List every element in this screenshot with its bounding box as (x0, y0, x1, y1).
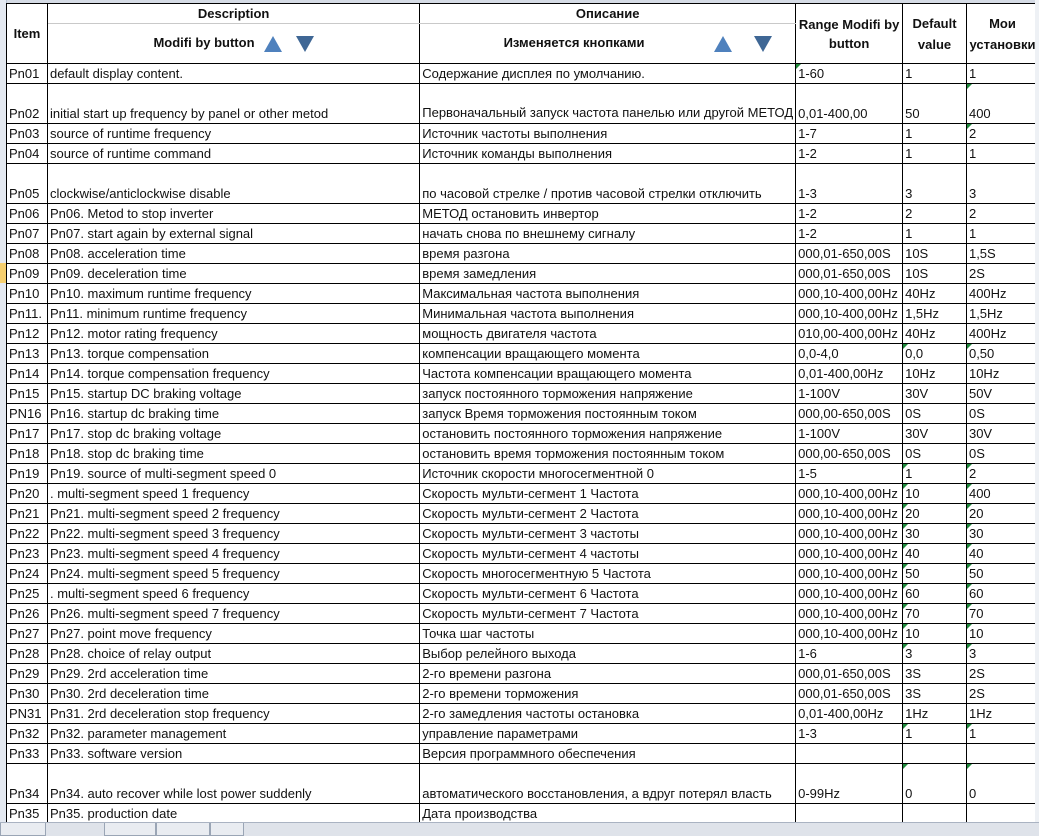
cell-opisanie[interactable]: Минимальная частота выполнения (420, 304, 796, 324)
cell-opisanie[interactable]: Скорость мульти-сегмент 2 Частота (420, 504, 796, 524)
cell-range[interactable]: 0,0-4,0 (796, 344, 903, 364)
table-row (7, 324, 1039, 344)
table-row (7, 564, 1039, 584)
table-row (7, 444, 1039, 464)
table-row (7, 64, 1039, 84)
table-row (7, 764, 1039, 804)
cell-opisanie[interactable]: время разгона (420, 244, 796, 264)
sheet-tab[interactable] (104, 823, 156, 836)
cell-description[interactable]: Pn06. Metod to stop inverter (47, 204, 419, 224)
cell-range[interactable]: 0,01-400,00Hz (796, 364, 903, 384)
cell-description[interactable]: source of runtime command (47, 144, 419, 164)
cell-item[interactable]: Pn34 (7, 764, 48, 804)
cell-opisanie[interactable]: мощность двигателя частота (420, 324, 796, 344)
cell-range[interactable]: 1-3 (796, 164, 903, 204)
table-row (7, 204, 1039, 224)
table-row (7, 744, 1039, 764)
cell-item[interactable]: PN16 (7, 404, 48, 424)
cell-description[interactable]: Pn33. software version (47, 744, 419, 764)
cell-mine[interactable]: 1 (966, 64, 1038, 84)
table-row (7, 284, 1039, 304)
header-item[interactable]: Item (7, 4, 48, 64)
header-range[interactable] (796, 4, 903, 64)
cell-mine[interactable]: 2 (966, 124, 1038, 144)
cell-mine[interactable]: 1 (966, 144, 1038, 164)
table-row (7, 244, 1039, 264)
cell-range[interactable]: 1-2 (796, 204, 903, 224)
cell-default[interactable]: 10S (903, 244, 967, 264)
cell-item[interactable]: Pn33 (7, 744, 48, 764)
cell-opisanie[interactable]: Скорость многосегментную 5 Частота (420, 564, 796, 584)
cell-item[interactable]: Pn15 (7, 384, 48, 404)
parameter-table (6, 3, 1039, 833)
cell-item[interactable]: Pn27 (7, 624, 48, 644)
cell-range[interactable]: 1-2 (796, 224, 903, 244)
cell-description[interactable]: Pn23. multi-segment speed 4 frequency (47, 544, 419, 564)
cell-item[interactable]: Pn26 (7, 604, 48, 624)
cell-opisanie[interactable]: 2-го замедления частоты остановка (420, 704, 796, 724)
cell-default[interactable]: 1 (903, 144, 967, 164)
table-row (7, 344, 1039, 364)
cell-opisanie[interactable]: 2-го времени торможения (420, 684, 796, 704)
table-row (7, 364, 1039, 384)
cell-default[interactable]: 0S (903, 444, 967, 464)
cell-description[interactable]: Pn24. multi-segment speed 5 frequency (47, 564, 419, 584)
cell-mine[interactable]: 30 (966, 524, 1038, 544)
header-mine-label: Мои установки (969, 15, 1036, 52)
vertical-scrollbar[interactable] (1035, 0, 1039, 822)
cell-description[interactable]: Pn10. maximum runtime frequency (47, 284, 419, 304)
cell-mine[interactable]: 1Hz (966, 704, 1038, 724)
cell-range[interactable]: 000,10-400,00Hz (796, 604, 903, 624)
cell-description[interactable]: Pn34. auto recover while lost power suddenly (47, 764, 419, 804)
cell-default[interactable]: 30V (903, 424, 967, 444)
cell-opisanie[interactable]: Скорость мульти-сегмент 6 Частота (420, 584, 796, 604)
cell-range[interactable]: 1-7 (796, 124, 903, 144)
cell-default[interactable]: 30 (903, 524, 967, 544)
cell-default[interactable]: 3S (903, 684, 967, 704)
cell-description[interactable]: Pn28. choice of relay output (47, 644, 419, 664)
cell-mine[interactable]: 3 (966, 644, 1038, 664)
cell-mine[interactable]: 0,50 (966, 344, 1038, 364)
cell-description[interactable]: Pn26. multi-segment speed 7 frequency (47, 604, 419, 624)
cell-range[interactable]: 000,01-650,00S (796, 244, 903, 264)
cell-item[interactable]: Pn08 (7, 244, 48, 264)
cell-mine[interactable]: 0S (966, 404, 1038, 424)
insert-sheet-tab[interactable] (210, 823, 244, 836)
cell-default[interactable]: 50 (903, 564, 967, 584)
cell-item[interactable]: Pn06 (7, 204, 48, 224)
table-body (7, 64, 1039, 834)
cell-range[interactable]: 000,10-400,00Hz (796, 584, 903, 604)
cell-mine[interactable]: 40 (966, 544, 1038, 564)
table-row (7, 124, 1039, 144)
cell-default[interactable]: 10S (903, 264, 967, 284)
cell-description[interactable]: Pn11. minimum runtime frequency (47, 304, 419, 324)
cell-description[interactable]: Pn08. acceleration time (47, 244, 419, 264)
cell-mine[interactable]: 1,5Hz (966, 304, 1038, 324)
description-sub-label: Modifi by button (153, 35, 255, 51)
cell-default[interactable]: 3S (903, 664, 967, 684)
cell-range[interactable]: 1-60 (796, 64, 903, 84)
cell-mine[interactable]: 1 (966, 724, 1038, 744)
triangle-down-icon (296, 36, 314, 52)
header-default-label: Default value (912, 15, 957, 52)
table-row (7, 604, 1039, 624)
cell-range[interactable]: 000,00-650,00S (796, 444, 903, 464)
table-row (7, 664, 1039, 684)
cell-opisanie[interactable]: автоматического восстановления, а вдруг потерял власть (420, 764, 796, 804)
table-row (7, 544, 1039, 564)
cell-default[interactable]: 40 (903, 544, 967, 564)
table-row (7, 304, 1039, 324)
cell-mine[interactable]: 2S (966, 684, 1038, 704)
cell-range[interactable]: 000,10-400,00Hz (796, 484, 903, 504)
cell-range[interactable]: 1-100V (796, 384, 903, 404)
cell-range[interactable]: 000,10-400,00Hz (796, 544, 903, 564)
cell-mine[interactable]: 1,5S (966, 244, 1038, 264)
table-row (7, 84, 1039, 124)
cell-opisanie[interactable]: начать снова по внешнему сигналу (420, 224, 796, 244)
cell-default[interactable]: 1 (903, 224, 967, 244)
table-row (7, 504, 1039, 524)
header-description[interactable]: Description (47, 4, 419, 24)
cell-default[interactable]: 70 (903, 604, 967, 624)
cell-item[interactable]: Pn04 (7, 144, 48, 164)
cell-opisanie[interactable]: Скорость мульти-сегмент 3 частоты (420, 524, 796, 544)
cell-default[interactable]: 0 (903, 764, 967, 804)
cell-range[interactable]: 000,10-400,00Hz (796, 564, 903, 584)
cell-mine[interactable]: 10Hz (966, 364, 1038, 384)
table-row (7, 584, 1039, 604)
cell-opisanie[interactable]: Скорость мульти-сегмент 1 Частота (420, 484, 796, 504)
cell-mine[interactable]: 400 (966, 484, 1038, 504)
cell-description[interactable]: Pn32. parameter management (47, 724, 419, 744)
cell-range[interactable]: 000,10-400,00Hz (796, 304, 903, 324)
cell-opisanie[interactable]: Скорость мульти-сегмент 4 частоты (420, 544, 796, 564)
header-opisanie[interactable]: Описание (420, 4, 796, 24)
cell-default[interactable]: 3 (903, 644, 967, 664)
cell-opisanie[interactable]: Источник частоты выполнения (420, 124, 796, 144)
cell-description[interactable]: Pn09. deceleration time (47, 264, 419, 284)
cell-default[interactable]: 50 (903, 84, 967, 124)
cell-range[interactable]: 0,01-400,00 (796, 84, 903, 124)
cell-range[interactable] (796, 744, 903, 764)
cell-default[interactable]: 1Hz (903, 704, 967, 724)
cell-item[interactable]: Pn29 (7, 664, 48, 684)
cell-default[interactable]: 40Hz (903, 324, 967, 344)
cell-item[interactable]: Pn25 (7, 584, 48, 604)
triangle-up-icon (264, 36, 282, 52)
table-row (7, 644, 1039, 664)
cell-opisanie[interactable]: Источник скорости многосегментной 0 (420, 464, 796, 484)
cell-mine[interactable]: 3 (966, 164, 1038, 204)
cell-opisanie[interactable]: управление параметрами (420, 724, 796, 744)
cell-description[interactable]: Pn30. 2rd deceleration time (47, 684, 419, 704)
cell-range[interactable]: 0-99Hz (796, 764, 903, 804)
table-row (7, 144, 1039, 164)
cell-mine[interactable]: 2S (966, 264, 1038, 284)
cell-default[interactable]: 1 (903, 124, 967, 144)
cell-range[interactable]: 000,10-400,00Hz (796, 504, 903, 524)
cell-description[interactable]: Pn31. 2rd deceleration stop frequency (47, 704, 419, 724)
cell-range[interactable]: 000,01-650,00S (796, 664, 903, 684)
cell-mine[interactable]: 50V (966, 384, 1038, 404)
cell-mine[interactable]: 400Hz (966, 284, 1038, 304)
cell-mine[interactable]: 400 (966, 84, 1038, 124)
cell-description[interactable]: Pn17. stop dc braking voltage (47, 424, 419, 444)
cell-item[interactable]: Pn14 (7, 364, 48, 384)
cell-mine[interactable]: 2 (966, 204, 1038, 224)
cell-default[interactable]: 10 (903, 624, 967, 644)
cell-default[interactable]: 60 (903, 584, 967, 604)
cell-opisanie[interactable]: время замедления (420, 264, 796, 284)
table-row (7, 424, 1039, 444)
cell-description[interactable]: Pn16. startup dc braking time (47, 404, 419, 424)
cell-range[interactable]: 000,00-650,00S (796, 404, 903, 424)
cell-default[interactable]: 10Hz (903, 364, 967, 384)
cell-item[interactable]: Pn28 (7, 644, 48, 664)
cell-range[interactable]: 1-6 (796, 644, 903, 664)
cell-mine[interactable]: 0 (966, 764, 1038, 804)
cell-item[interactable]: Pn23 (7, 544, 48, 564)
cell-item[interactable]: Pn05 (7, 164, 48, 204)
cell-range[interactable]: 0,01-400,00Hz (796, 704, 903, 724)
table-row (7, 624, 1039, 644)
cell-opisanie[interactable]: Источник команды выполнения (420, 144, 796, 164)
table-row (7, 484, 1039, 504)
cell-opisanie[interactable]: Максимальная частота выполнения (420, 284, 796, 304)
cell-range[interactable]: 000,10-400,00Hz (796, 284, 903, 304)
cell-range[interactable]: 000,10-400,00Hz (796, 624, 903, 644)
cell-mine[interactable]: 400Hz (966, 324, 1038, 344)
triangle-up-icon (714, 36, 732, 52)
cell-item[interactable]: Pn07 (7, 224, 48, 244)
cell-mine[interactable] (966, 804, 1038, 824)
cell-mine[interactable]: 0S (966, 444, 1038, 464)
cell-item[interactable]: PN31 (7, 704, 48, 724)
cell-mine[interactable]: 20 (966, 504, 1038, 524)
cell-default[interactable]: 0S (903, 404, 967, 424)
cell-default[interactable]: 3 (903, 164, 967, 204)
cell-description[interactable]: Pn13. torque compensation (47, 344, 419, 364)
cell-item[interactable]: Pn10 (7, 284, 48, 304)
cell-item[interactable]: Pn11. (7, 304, 48, 324)
cell-default[interactable]: 1,5Hz (903, 304, 967, 324)
cell-opisanie[interactable]: Выбор релейного выхода (420, 644, 796, 664)
cell-opisanie[interactable]: запуск постоянного торможения напряжение (420, 384, 796, 404)
cell-opisanie[interactable]: компенсации вращающего момента (420, 344, 796, 364)
cell-description[interactable]: Pn18. stop dc braking time (47, 444, 419, 464)
table-row (7, 524, 1039, 544)
cell-item[interactable]: Pn02 (7, 84, 48, 124)
cell-mine[interactable]: 10 (966, 624, 1038, 644)
cell-opisanie[interactable]: Частота компенсации вращающего момента (420, 364, 796, 384)
sheet-tab[interactable] (156, 823, 210, 836)
table-row (7, 724, 1039, 744)
cell-mine[interactable]: 50 (966, 564, 1038, 584)
table-row (7, 264, 1039, 284)
cell-opisanie[interactable]: запуск Время торможения постоянным током (420, 404, 796, 424)
cell-opisanie[interactable]: остановить время торможения постоянным током (420, 444, 796, 464)
cell-mine[interactable]: 1 (966, 224, 1038, 244)
cell-range[interactable] (796, 804, 903, 824)
cell-mine[interactable] (966, 744, 1038, 764)
cell-item[interactable]: Pn35 (7, 804, 48, 824)
cell-description[interactable]: Pn35. production date (47, 804, 419, 824)
cell-item[interactable]: Pn17 (7, 424, 48, 444)
cell-opisanie[interactable]: Версия программного обеспечения (420, 744, 796, 764)
cell-opisanie[interactable]: Дата производства (420, 804, 796, 824)
cell-description[interactable]: Pn07. start again by external signal (47, 224, 419, 244)
cell-default[interactable]: 40Hz (903, 284, 967, 304)
cell-description[interactable]: Pn29. 2rd acceleration time (47, 664, 419, 684)
cell-description[interactable]: clockwise/anticlockwise disable (47, 164, 419, 204)
cell-default[interactable]: 1 (903, 724, 967, 744)
cell-description[interactable]: default display content. (47, 64, 419, 84)
cell-opisanie[interactable]: Точка шаг частоты (420, 624, 796, 644)
cell-opisanie[interactable]: 2-го времени разгона (420, 664, 796, 684)
cell-opisanie[interactable]: Содержание дисплея по умолчанию. (420, 64, 796, 84)
cell-range[interactable]: 1-3 (796, 724, 903, 744)
cell-description[interactable]: Pn19. source of multi-segment speed 0 (47, 464, 419, 484)
cell-default[interactable]: 10 (903, 484, 967, 504)
header-default[interactable] (903, 4, 967, 64)
cell-mine[interactable]: 2S (966, 664, 1038, 684)
table-row (7, 464, 1039, 484)
cell-range[interactable]: 1-5 (796, 464, 903, 484)
cell-default[interactable]: 0,0 (903, 344, 967, 364)
cell-mine[interactable]: 60 (966, 584, 1038, 604)
header-range-label: Range Modifi by button (798, 16, 900, 51)
cell-description[interactable]: initial start up frequency by panel or other metod (47, 84, 419, 124)
header-opisanie-sub[interactable] (420, 24, 796, 64)
cell-opisanie[interactable]: по часовой стрелке / против часовой стрелки отключить (420, 164, 796, 204)
cell-mine[interactable]: 2 (966, 464, 1038, 484)
sheet-tabs-bar (0, 822, 1039, 836)
cell-item[interactable]: Pn21 (7, 504, 48, 524)
cell-item[interactable]: Pn30 (7, 684, 48, 704)
cell-range[interactable]: 000,01-650,00S (796, 264, 903, 284)
header-description-sub[interactable] (47, 24, 419, 64)
triangle-down-icon (754, 36, 772, 52)
cell-default[interactable]: 30V (903, 384, 967, 404)
cell-item[interactable]: Pn12 (7, 324, 48, 344)
cell-opisanie[interactable]: остановить постоянного торможения напряжение (420, 424, 796, 444)
header-mine[interactable] (966, 4, 1038, 64)
cell-range[interactable]: 000,01-650,00S (796, 684, 903, 704)
cell-range[interactable]: 1-2 (796, 144, 903, 164)
cell-item[interactable]: Pn13 (7, 344, 48, 364)
table-row (7, 164, 1039, 204)
cell-item[interactable]: Pn09 (7, 264, 48, 284)
cell-description[interactable]: Pn12. motor rating frequency (47, 324, 419, 344)
table-row (7, 704, 1039, 724)
cell-item[interactable]: Pn20 (7, 484, 48, 504)
cell-opisanie[interactable]: МЕТОД остановить инвертор (420, 204, 796, 224)
cell-default[interactable]: 2 (903, 204, 967, 224)
table-row (7, 404, 1039, 424)
cell-item[interactable]: Pn18 (7, 444, 48, 464)
cell-description[interactable]: Pn22. multi-segment speed 3 frequency (47, 524, 419, 544)
cell-range[interactable]: 010,00-400,00Hz (796, 324, 903, 344)
cell-item[interactable]: Pn32 (7, 724, 48, 744)
cell-mine[interactable]: 30V (966, 424, 1038, 444)
cell-description[interactable]: Pn21. multi-segment speed 2 frequency (47, 504, 419, 524)
table-row (7, 804, 1039, 824)
cell-default[interactable]: 1 (903, 464, 967, 484)
cell-range[interactable]: 000,10-400,00Hz (796, 524, 903, 544)
cell-default[interactable]: 20 (903, 504, 967, 524)
cell-item[interactable]: Pn01 (7, 64, 48, 84)
cell-item[interactable]: Pn03 (7, 124, 48, 144)
table-row (7, 224, 1039, 244)
cell-description[interactable]: . multi-segment speed 1 frequency (47, 484, 419, 504)
cell-mine[interactable]: 70 (966, 604, 1038, 624)
cell-default[interactable]: 1 (903, 64, 967, 84)
cell-default[interactable] (903, 744, 967, 764)
cell-opisanie[interactable]: Первоначальный запуск частота панелью или другой МЕТОД (420, 84, 796, 124)
cell-description[interactable]: . multi-segment speed 6 frequency (47, 584, 419, 604)
cell-opisanie[interactable]: Скорость мульти-сегмент 7 Частота (420, 604, 796, 624)
cell-description[interactable]: source of runtime frequency (47, 124, 419, 144)
sheet-tab[interactable] (0, 823, 46, 836)
cell-item[interactable]: Pn22 (7, 524, 48, 544)
table-row (7, 384, 1039, 404)
cell-item[interactable]: Pn24 (7, 564, 48, 584)
cell-description[interactable]: Pn27. point move frequency (47, 624, 419, 644)
cell-default[interactable] (903, 804, 967, 824)
cell-description[interactable]: Pn15. startup DC braking voltage (47, 384, 419, 404)
cell-range[interactable]: 1-100V (796, 424, 903, 444)
table-row (7, 684, 1039, 704)
opisanie-sub-label: Изменяется кнопками (503, 35, 645, 51)
cell-description[interactable]: Pn14. torque compensation frequency (47, 364, 419, 384)
cell-item[interactable]: Pn19 (7, 464, 48, 484)
